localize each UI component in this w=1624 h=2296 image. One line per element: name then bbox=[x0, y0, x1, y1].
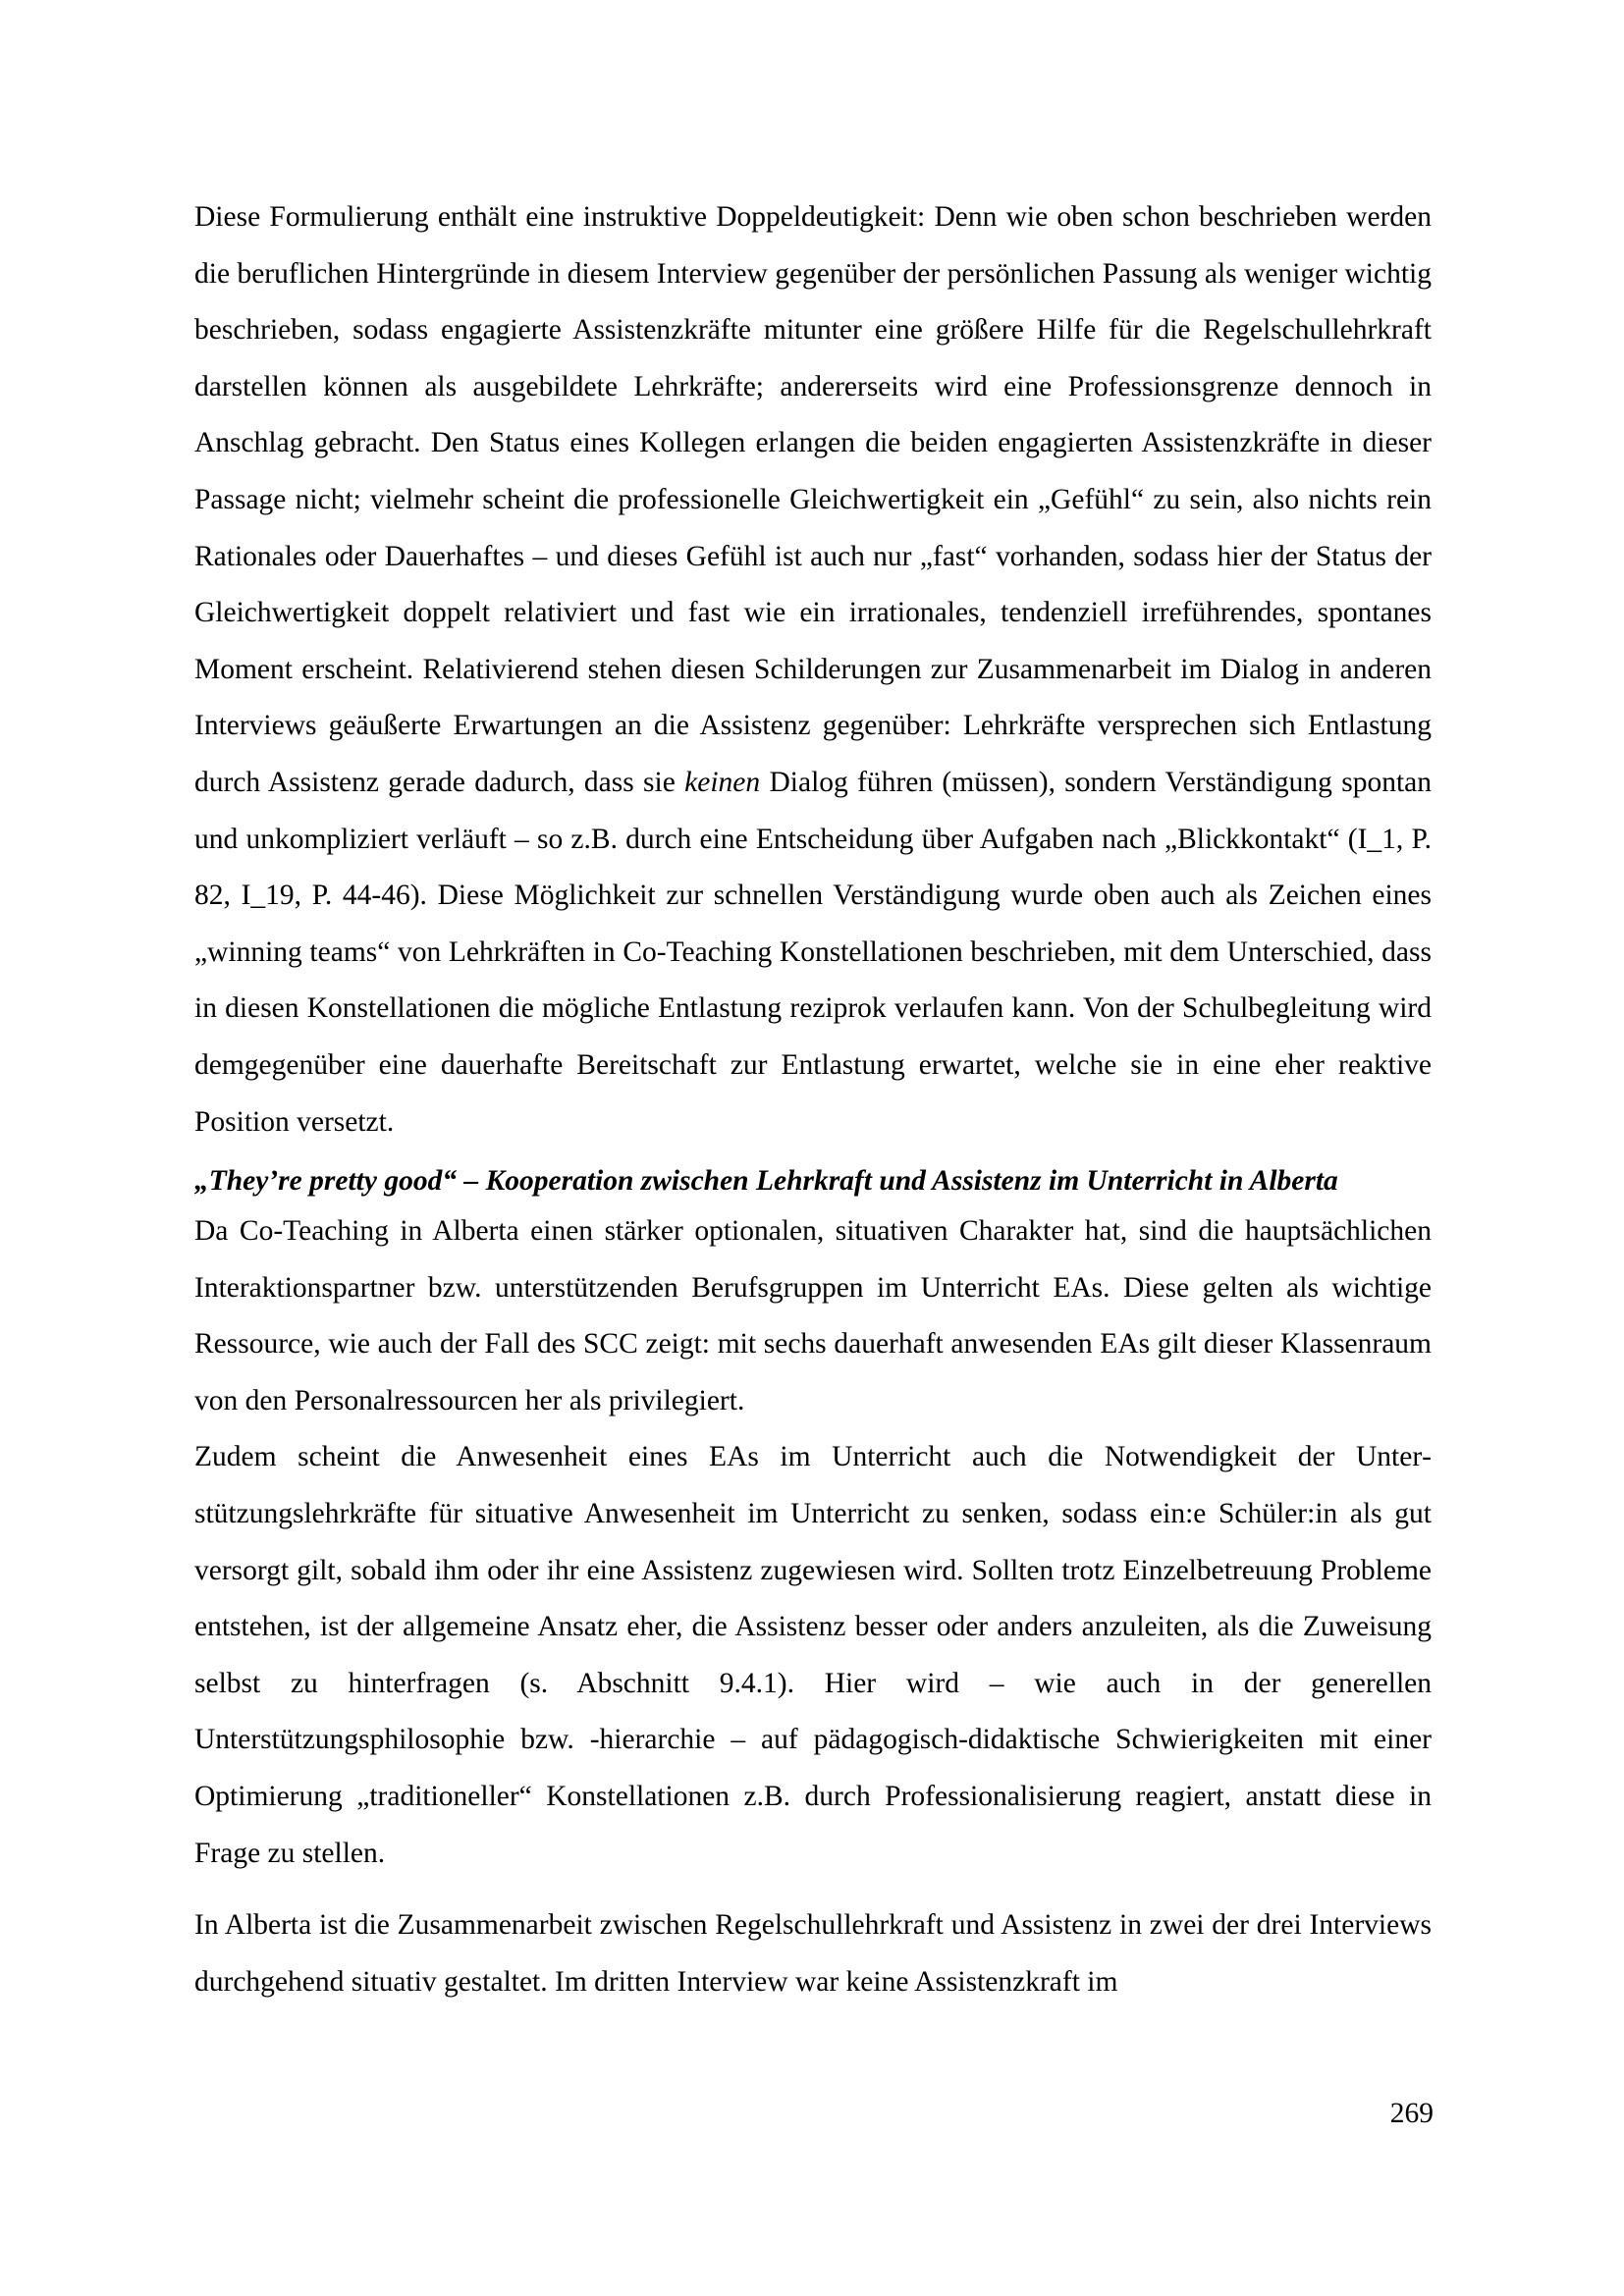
page-body bbox=[194, 189, 1432, 2010]
body-paragraph-2: Da Co-Teaching in Alberta einen stärker optionalen, situativen Charakter hat, sind die hauptsächlichen Interaktionspartner bzw. unterstützenden Berufsgruppen im Unterricht EAs. Diese gelten als wichtige Ressource, wie auch der Fall des SCC zeigt: mit sechs dauerhaft anwesenden EAs gilt dieser Klassenraum von den Personalressourcen her als privilegiert. bbox=[194, 1215, 1432, 1416]
paragraph-1-text-b: Dialog führen (müssen), sondern Verständigung spontan und unkompliziert verläuft – so z.B. durch eine Entscheidung über Aufgaben nach „Blickkontakt“ (I_1, P. 82, I_19, P. 44-46). Diese Möglichkeit zur schnellen Verständigung wurde oben auch als Zeichen eines „winning teams“ von Lehrkräften in Co-Teaching Konstellationen beschrieben, mit dem Unterschied, dass in diesen Konstellationen die mögliche Entlastung reziprok verlaufen kann. Von der Schulbegleitung wird demgegenüber eine dauerhafte Bereitschaft zur Entlastung erwartet, welche sie in eine eher reaktive Position versetzt. bbox=[194, 766, 1432, 1138]
body-paragraph-4: In Alberta ist die Zusammenarbeit zwischen Regelschullehrkraft und Assistenz in zwei der drei Interviews durchgehend situativ gestaltet. Im dritten Interview war keine Assistenzkraft im bbox=[194, 1909, 1432, 1998]
page-number: 269 bbox=[1389, 2098, 1434, 2129]
section-heading: „They’re pretty good“ – Kooperation zwischen Lehrkraft und Assistenz im Unterricht in Alberta bbox=[194, 1165, 1338, 1198]
body-paragraph-1 bbox=[194, 189, 1432, 1150]
body-paragraph-3: Zudem scheint die Anwesenheit eines EAs im Unterricht auch die Notwendigkeit der Unterstützungslehrkräfte für situative Anwesenheit im Unterricht zu senken, sodass ein:e Schüler:in als gut versorgt gilt, sobald ihm oder ihr eine Assistenz zugewiesen wird. Sollten trotz Einzelbetreuung Probleme entstehen, ist der allgemeine Ansatz eher, die Assistenz besser oder anders anzuleiten, als die Zuweisung selbst zu hinterfragen (s. Abschnitt 9.4.1). Hier wird – wie auch in der generellen Unterstützungsphilosophie bzw. -hierarchie – auf pädagogisch-didaktische Schwierigkeiten mit einer Optimierung „traditioneller“ Konstellationen z.B. durch Professionalisierung reagiert, anstatt diese in Frage zu stellen. bbox=[194, 1441, 1432, 1869]
paragraph-1-text-a: Diese Formulierung enthält eine instruktive Doppeldeutigkeit: Denn wie oben schon beschrieben werden die beruflichen Hintergründe in diesem Interview gegenüber der persönlichen Passung als weniger wichtig beschrieben, sodass engagierte Assistenzkräfte mitunter eine größere Hilfe für die Regelschullehrkraft darstellen können als ausgebildete Lehrkräfte; andererseits wird eine Professionsgrenze dennoch in Anschlag gebracht. Den Status eines Kollegen erlangen die beiden engagierten Assistenzkräfte in dieser Passage nicht; vielmehr scheint die professionelle Gleichwertigkeit ein „Gefühl“ zu sein, also nichts rein Rationales oder Dauerhaftes – und dieses Gefühl ist auch nur „fast“ vorhanden, sodass hier der Status der Gleichwertigkeit doppelt relativiert und fast wie ein irrationales, tendenziell irreführendes, spontanes Moment erscheint. Relativierend stehen diesen Schilderungen zur Zusammenarbeit im Dialog in anderen Interviews geäußerte Erwartungen an die Assistenz gegenüber: Lehrkräfte versprechen sich Entlastung durch Assistenz gerade dadurch, dass sie bbox=[194, 201, 1432, 798]
emphasis-keinen: keinen bbox=[684, 766, 761, 798]
